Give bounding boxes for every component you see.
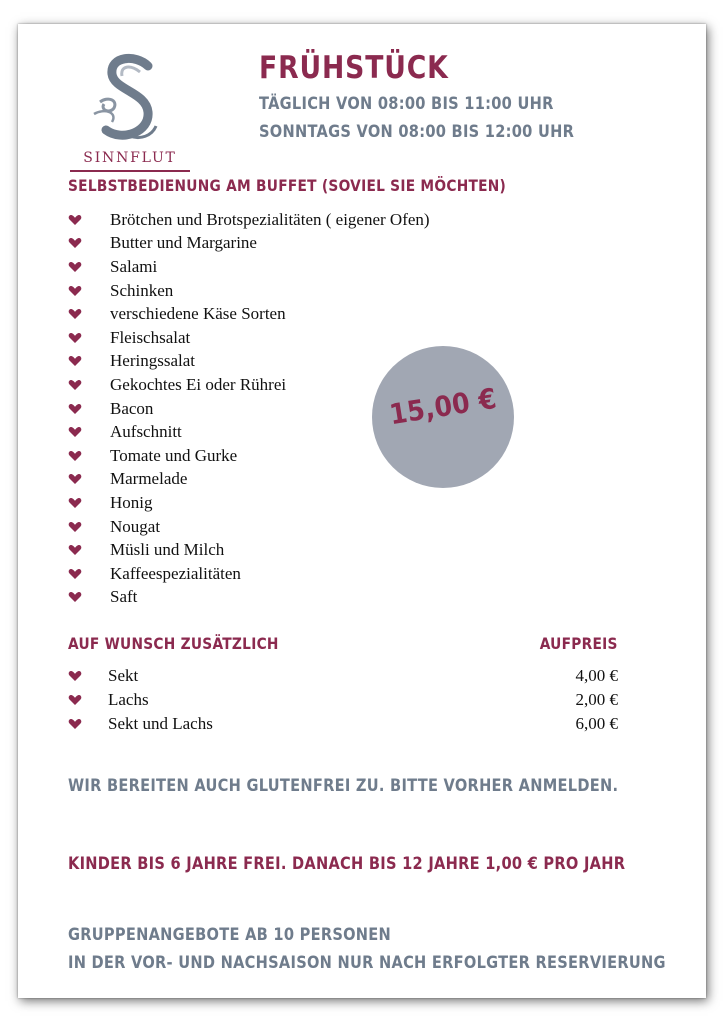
sinnflut-logo <box>70 52 190 166</box>
heart-bullet-icon <box>68 237 82 249</box>
list-item <box>68 279 430 303</box>
glutenfree-note: WIR BEREITEN AUCH GLUTENFREI ZU. BITTE VORHER ANMELDEN. <box>68 776 619 796</box>
buffet-item-label: Nougat <box>110 516 161 536</box>
heart-bullet-icon <box>68 694 82 706</box>
extra-item-label: Sekt und Lachs <box>108 714 213 733</box>
page-title: FRÜHSTÜCK <box>259 50 449 86</box>
extra-item-label: Sekt <box>108 666 139 685</box>
buffet-item-label: Salami <box>110 256 158 276</box>
heart-bullet-icon <box>68 497 82 509</box>
list-item <box>68 712 618 736</box>
heart-bullet-icon <box>68 332 82 344</box>
list-item <box>68 688 618 712</box>
list-item <box>68 326 430 350</box>
menu-card <box>18 24 706 998</box>
heart-bullet-icon <box>68 521 82 533</box>
buffet-item-label: Fleischsalat <box>110 327 191 347</box>
heart-bullet-icon <box>68 403 82 415</box>
children-note: KINDER BIS 6 JAHRE FREI. DANACH BIS 12 JAHRE 1,00 € PRO JAHR <box>68 854 626 874</box>
logo-text: SINNFLUT <box>83 150 177 166</box>
list-item <box>68 586 430 610</box>
buffet-item-label: Bacon <box>110 398 154 418</box>
heart-bullet-icon <box>68 718 82 730</box>
buffet-item-label: Honig <box>110 492 153 512</box>
list-item <box>68 468 430 492</box>
s-wave-logo-icon <box>70 52 190 148</box>
extras-list <box>68 664 618 736</box>
heart-bullet-icon <box>68 450 82 462</box>
heart-bullet-icon <box>68 308 82 320</box>
list-item <box>68 232 430 256</box>
buffet-price: 15,00 € <box>387 381 499 432</box>
buffet-item-label: Marmelade <box>110 469 188 489</box>
buffet-item-label: Heringssalat <box>110 351 195 371</box>
hours-weekday: TÄGLICH VON 08:00 BIS 11:00 UHR <box>259 94 554 114</box>
groups-note-line1: GRUPPENANGEBOTE AB 10 PERSONEN <box>68 925 392 945</box>
hours-sunday: SONNTAGS VON 08:00 BIS 12:00 UHR <box>259 122 575 142</box>
buffet-heading: SELBSTBEDIENUNG AM BUFFET (SOVIEL SIE MÖCHTEN) <box>68 176 507 195</box>
extras-heading: AUF WUNSCH ZUSÄTZLICH <box>68 634 279 653</box>
heart-bullet-icon <box>68 355 82 367</box>
buffet-item-label: Tomate und Gurke <box>110 445 238 465</box>
buffet-item-label: Müsli und Milch <box>110 540 225 560</box>
list-item <box>68 562 430 586</box>
buffet-item-label: Kaffeespezialitäten <box>110 563 241 583</box>
extra-item-label: Lachs <box>108 690 149 709</box>
heart-bullet-icon <box>68 473 82 485</box>
heart-bullet-icon <box>68 568 82 580</box>
buffet-item-label: Gekochtes Ei oder Rührei <box>110 374 287 394</box>
buffet-item-label: Schinken <box>110 280 174 300</box>
price-badge <box>372 346 514 488</box>
logo-underline <box>70 170 190 172</box>
extra-item-price: 2,00 € <box>575 690 618 709</box>
list-item <box>68 208 430 232</box>
extra-item-price: 4,00 € <box>575 666 618 685</box>
buffet-item-label: Saft <box>110 587 138 607</box>
heart-bullet-icon <box>68 670 82 682</box>
heart-bullet-icon <box>68 426 82 438</box>
list-item <box>68 444 430 468</box>
list-item <box>68 350 430 374</box>
list-item <box>68 302 430 326</box>
extra-item-price: 6,00 € <box>575 714 618 733</box>
buffet-item-label: Brötchen und Brotspezialitäten ( eigener Ofen) <box>110 209 430 229</box>
buffet-item-label: verschiedene Käse Sorten <box>110 304 286 324</box>
heart-bullet-icon <box>68 285 82 297</box>
list-item <box>68 491 430 515</box>
heart-bullet-icon <box>68 379 82 391</box>
groups-note-line2: IN DER VOR- UND NACHSAISON NUR NACH ERFOLGTER RESERVIERUNG <box>68 953 666 973</box>
heart-bullet-icon <box>68 261 82 273</box>
list-item <box>68 538 430 562</box>
heart-bullet-icon <box>68 214 82 226</box>
heart-bullet-icon <box>68 591 82 603</box>
list-item <box>68 255 430 279</box>
list-item <box>68 664 618 688</box>
list-item <box>68 515 430 539</box>
buffet-item-label: Aufschnitt <box>110 422 182 442</box>
buffet-item-label: Butter und Margarine <box>110 233 257 253</box>
extras-price-heading: AUFPREIS <box>540 634 618 653</box>
heart-bullet-icon <box>68 544 82 556</box>
